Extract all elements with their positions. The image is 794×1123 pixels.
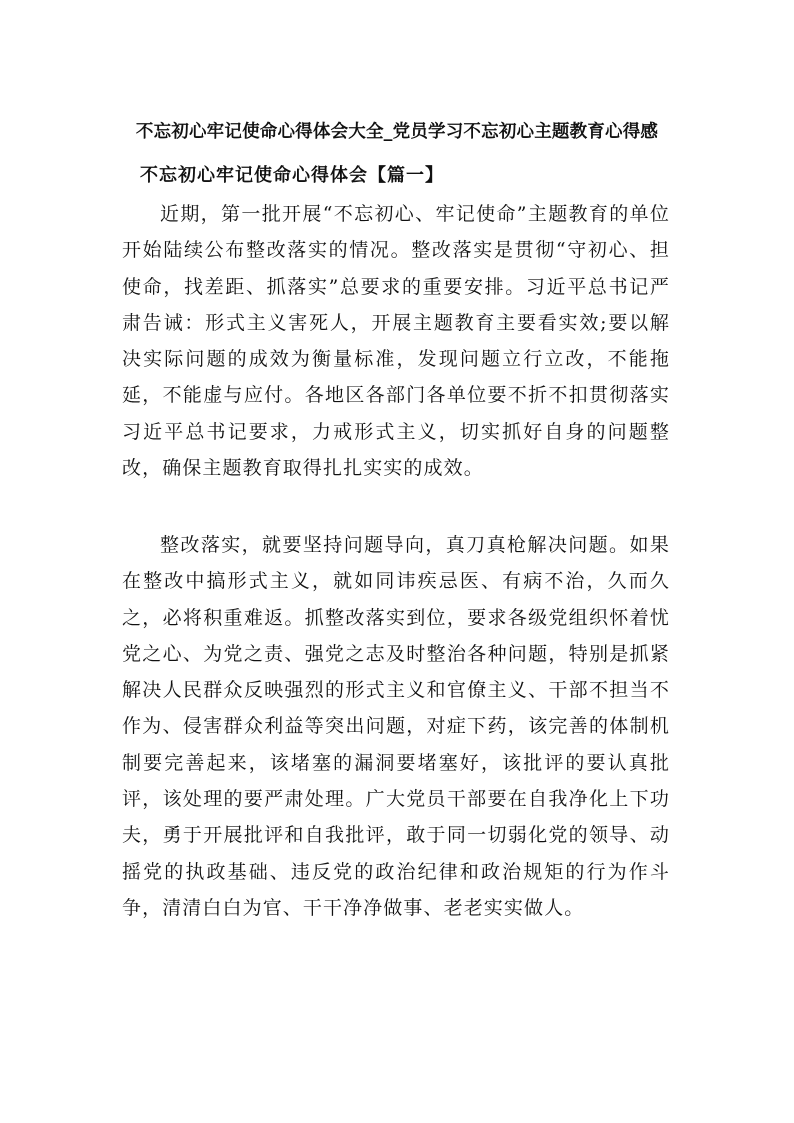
document-title: 不忘初心牢记使命心得体会大全_党员学习不忘初心主题教育心得感 xyxy=(135,122,659,142)
section-heading: 不忘初心牢记使命心得体会【篇一】 xyxy=(140,165,444,186)
paragraph-1: 近期，第一批开展“不忘初心、牢记使命”主题教育的单位开始陆续公布整改落实的情况。整改落实是贯彻“守初心、担使命，找差距、抓落实”总要求的重要安排。习近平总书记严肃告诫：形式主义害死人，开展主题教育主要看实效;要以解决实际问题的成效为衡量标准，发现问题立行立改，不能拖延，不能虚与应付。各地区各部门各单位要不折不扣贯彻落实习近平总书记要求，力戒形式主义，切实抓好自身的问题整改，确保主题教育取得扎扎实实的成效。 xyxy=(122,203,670,480)
paragraph-2: 整改落实，就要坚持问题导向，真刀真枪解决问题。如果在整改中搞形式主义，就如同讳疾忌医、有病不治，久而久之，必将积重难返。抓整改落实到位，要求各级党组织怀着忧党之心、为党之责、强党之志及时整治各种问题，特别是抓紧解决人民群众反映强烈的形式主义和官僚主义、干部不担当不作为、侵害群众利益等突出问题，对症下药，该完善的体制机制要完善起来，该堵塞的漏洞要堵塞好，该批评的要认真批评，该处理的要严肃处理。广大党员干部要在自我净化上下功夫，勇于开展批评和自我批评，敢于同一切弱化党的领导、动摇党的执政基础、违反党的政治纪律和政治规矩的行为作斗争，清清白白为官、干干净净做事、老老实实做人。 xyxy=(122,534,670,919)
